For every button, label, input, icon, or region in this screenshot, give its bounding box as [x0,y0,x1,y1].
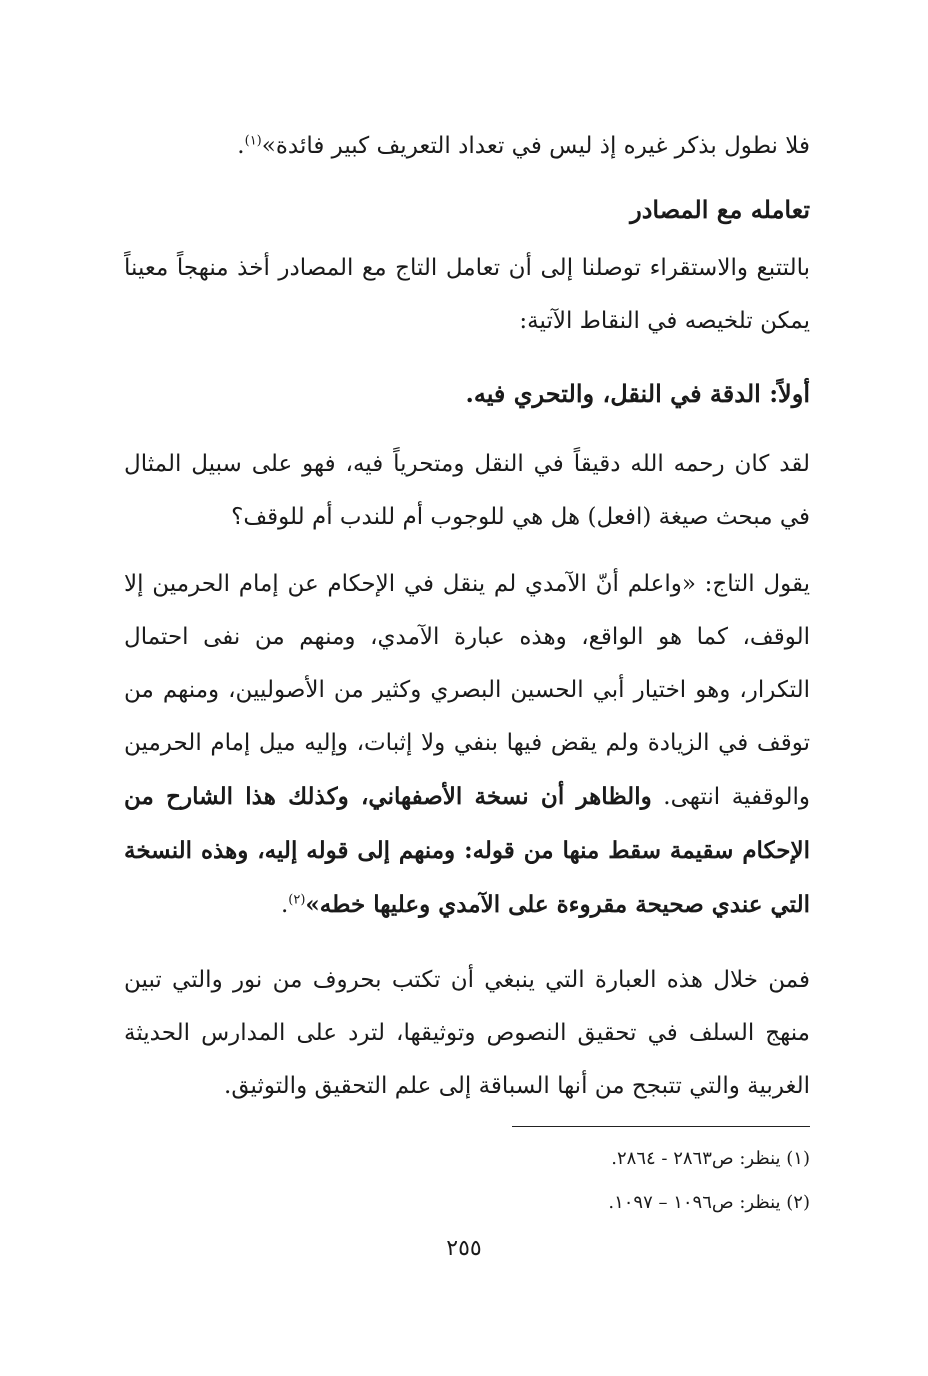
quote-end: . [280,892,289,918]
footnote-1: (١) ينظر: ص٢٨٦٣ - ٢٨٦٤. [611,1148,810,1169]
quote-bold-text: والظاهر أن نسخة الأصفهاني، وكذلك هذا الشارح من الإحكام سقيمة سقط منها من قوله: ومنهم إلى قوله إليه، وهذه النسخة التي عندي صحيحة مقروءة على الآمدي وعليها خطه» [124,783,810,918]
footnote-ref-2[interactable]: (٢) [288,892,306,908]
footnote-divider [512,1126,810,1127]
paragraph-conclusion: فمن خلال هذه العبارة التي ينبغي أن تكتب بحروف من نور والتي تبين منهج السلف في تحقيق النصوص وتوثيقها، لترد على المدارس الحديثة الغربية والتي تتبجح من أنها السباقة إلى علم التحقيق والتوثيق. [124,967,810,1099]
subsection-heading: أولاً: الدقة في النقل، والتحري فيه. [465,379,810,408]
paragraph-intro-text: فلا نطول بذكر غيره إذ ليس في تعداد التعريف كبير فائدة» [261,133,810,159]
footnote-2: (٢) ينظر: ص١٠٩٦ – ١٠٩٧. [608,1192,810,1213]
quote-normal-text: يقول التاج: «واعلم أنّ الآمدي لم ينقل في الإحكام عن إمام الحرمين إلا الوقف، كما هو الواقع، وهذه عبارة الآمدي، ومنهم من نفى احتمال التكرار، وهو اختيار أبي الحسين البصري وكثير من الأصوليين، ومنهم من توقف في الزيادة ولم يقض فيها بنفي ولا إثبات، وإليه ميل إمام الحرمين والوقفية انتهى. [124,571,810,810]
page-number: ٢٥٥ [446,1236,482,1261]
section-heading: تعامله مع المصادر [630,195,810,224]
paragraph-intro [124,126,810,166]
paragraph-method: بالتتبع والاستقراء توصلنا إلى أن تعامل التاج مع المصادر أخذ منهجاً معيناً يمكن تلخيصه في النقاط الآتية: [124,255,810,334]
paragraph-accuracy: لقد كان رحمه الله دقيقاً في النقل ومتحرياً فيه، فهو على سبيل المثال في مبحث صيغة (افعل) هل هي للوجوب أم للندب أم للوقف؟ [124,451,810,530]
paragraph-quote [124,558,810,932]
footnote-ref-1[interactable]: (١) [244,133,262,149]
paragraph-intro-end: . [237,133,245,159]
